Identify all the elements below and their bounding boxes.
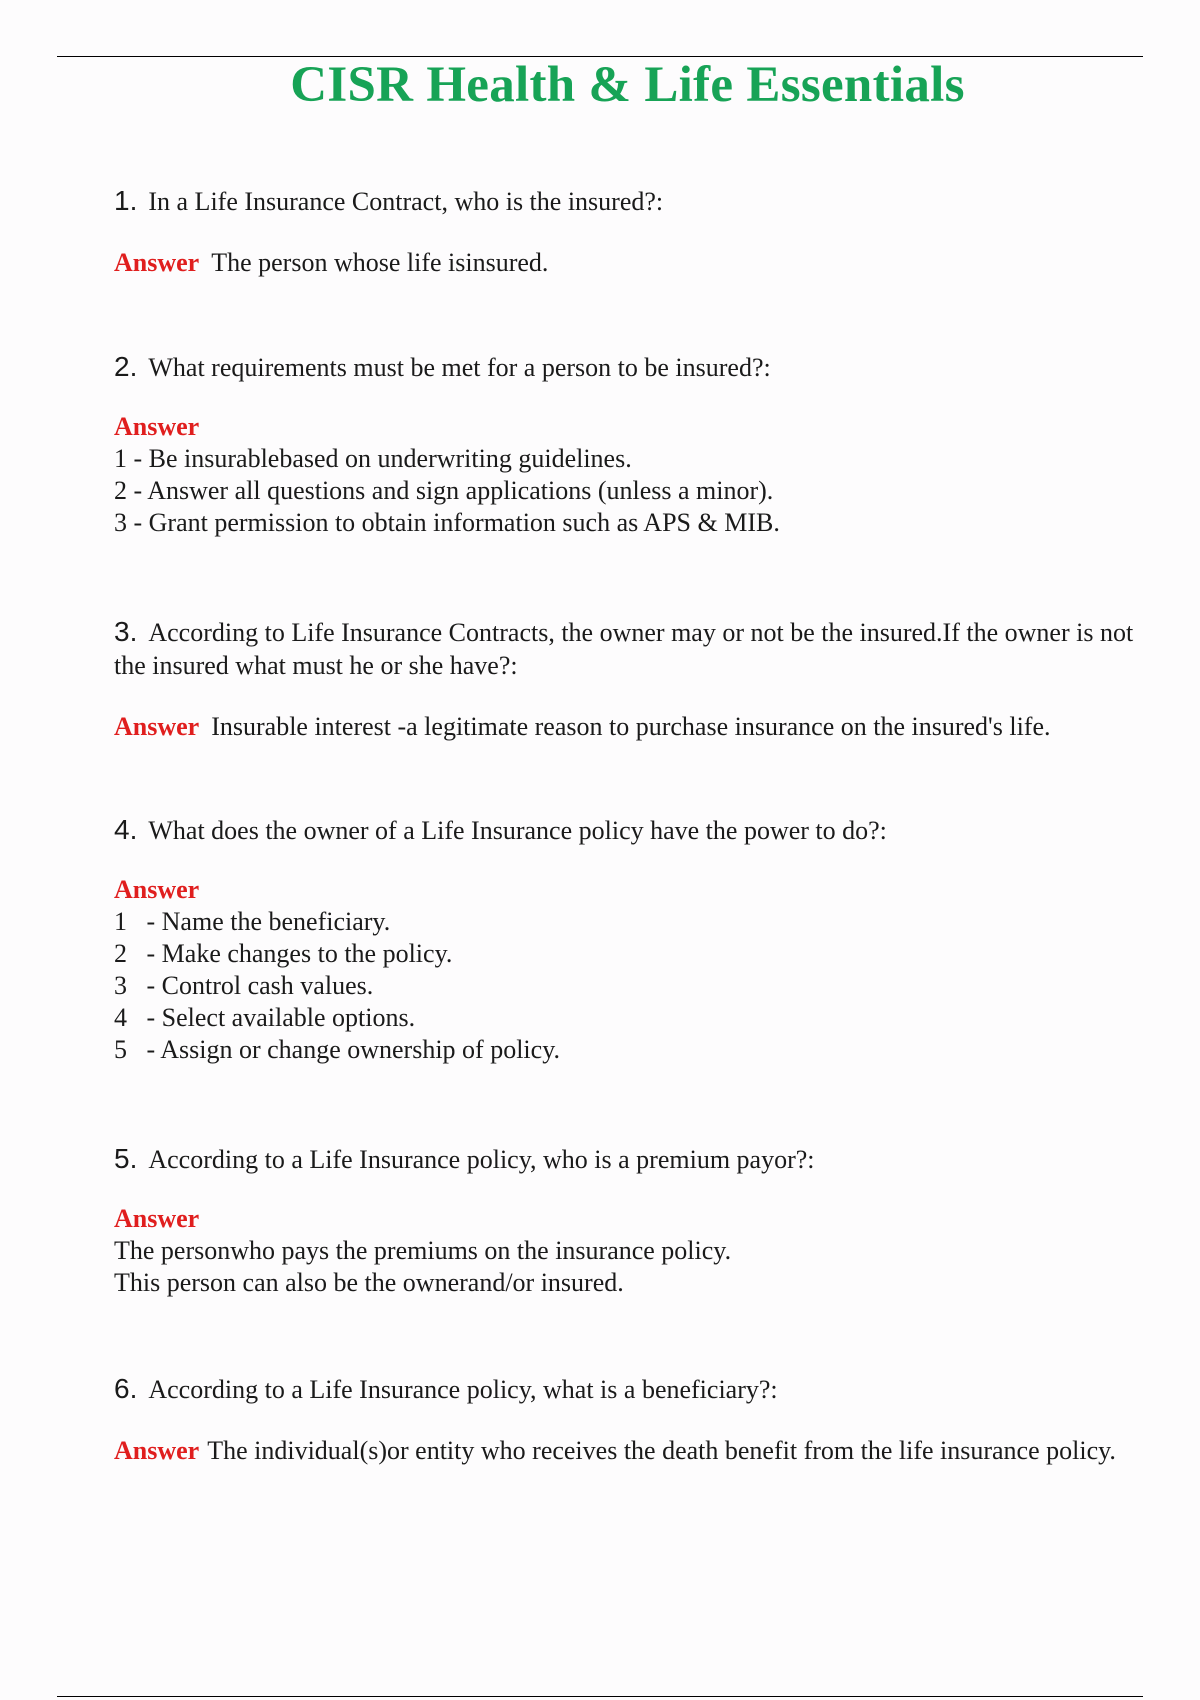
answer-text: The individual(s)or entity who receives the death benefit from the life insurance policy. — [207, 1436, 1116, 1465]
answer-label: Answer — [114, 412, 200, 441]
answer-line: 1 - Name the beneficiary. — [114, 907, 391, 936]
answer-label: Answer — [114, 1436, 200, 1465]
question-number: 1. — [114, 185, 138, 216]
question-number: 3. — [114, 616, 138, 647]
qa-item-5 — [114, 1142, 1134, 1299]
question-number: 5. — [114, 1143, 138, 1174]
answer — [114, 710, 1134, 743]
answer — [114, 410, 1134, 443]
question-number: 2. — [114, 351, 138, 382]
answer-line: 3 - Grant permission to obtain information such as APS & MIB. — [114, 508, 780, 537]
answer-line: 4 - Select available options. — [114, 1003, 416, 1032]
qa-item-1 — [114, 184, 1134, 279]
question-text: According to Life Insurance Contracts, the owner may or not be the insured.If the owner is not the insured what must he or she have?: — [114, 618, 1134, 680]
question-text: According to a Life Insurance policy, who is a premium payor?: — [148, 1145, 815, 1174]
question — [114, 184, 1134, 218]
answer-label: Answer — [114, 248, 200, 277]
answer-line: 5 - Assign or change ownership of policy. — [114, 1035, 561, 1064]
question — [114, 1372, 1134, 1406]
answer-label: Answer — [114, 1204, 200, 1233]
answer — [114, 873, 1134, 906]
answer-text: The person whose life isinsured. — [211, 248, 549, 277]
answer-line: 2 - Make changes to the policy. — [114, 939, 453, 968]
answer — [114, 1434, 1134, 1467]
answer-label: Answer — [114, 875, 200, 904]
qa-item-3 — [114, 615, 1134, 743]
answer-line: 1 - Be insurablebased on underwriting guidelines. — [114, 444, 632, 473]
answer — [114, 246, 1134, 279]
answer-label: Answer — [114, 712, 200, 741]
question-text: In a Life Insurance Contract, who is the insured?: — [148, 187, 664, 216]
question-number: 6. — [114, 1373, 138, 1404]
qa-item-4 — [114, 813, 1134, 1066]
bottom-rule — [57, 1696, 1143, 1697]
answer-line: This person can also be the ownerand/or insured. — [114, 1268, 624, 1297]
qa-item-6 — [114, 1372, 1134, 1467]
question-text: What does the owner of a Life Insurance policy have the power to do?: — [148, 816, 887, 845]
answer-line: 3 - Control cash values. — [114, 971, 374, 1000]
qa-item-2 — [114, 350, 1134, 539]
question-text: What requirements must be met for a person to be insured?: — [148, 353, 771, 382]
page-title: CISR Health & Life Essentials — [290, 57, 965, 113]
answer-text: Insurable interest -a legitimate reason to purchase insurance on the insured's life. — [211, 712, 1051, 741]
answer-line: 2 - Answer all questions and sign applications (unless a minor). — [114, 476, 774, 505]
question — [114, 615, 1134, 682]
question-number: 4. — [114, 814, 138, 845]
answer — [114, 1202, 1134, 1235]
question-text: According to a Life Insurance policy, what is a beneficiary?: — [148, 1375, 778, 1404]
question — [114, 350, 1134, 384]
question — [114, 813, 1134, 847]
question — [114, 1142, 1134, 1176]
answer-line: The personwho pays the premiums on the insurance policy. — [114, 1236, 732, 1265]
